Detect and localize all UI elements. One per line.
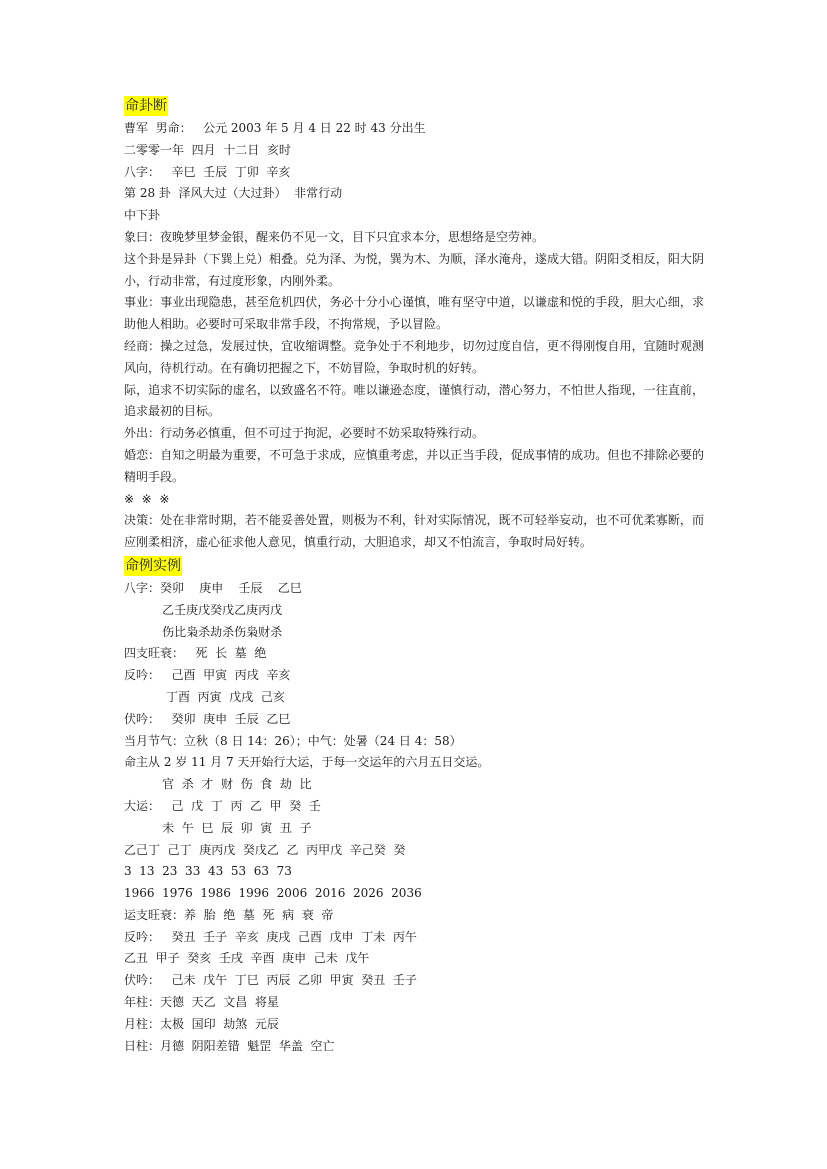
text-line: 反吟： 癸丑 壬子 辛亥 庚戌 己酉 戊申 丁未 丙午 <box>124 929 417 944</box>
text-line: 中下卦 <box>124 208 161 223</box>
text-line: 运支旺衰：养 胎 绝 墓 死 病 衰 帝 <box>124 907 334 922</box>
text-line: 反吟： 己酉 甲寅 丙戌 辛亥 <box>124 668 291 683</box>
paragraph: 象曰：夜晚梦里梦金银，醒来仍不见一文，目下只宜求本分，思想络是空劳神。 <box>124 229 545 244</box>
text-line: 命主从 2 岁 11 月 7 天开始行大运，于每一交运年的六月五日交运。 <box>124 755 490 770</box>
paragraph: 际，追求不切实际的虚名，以致盛名不符。唯以谦逊态度，谨慎行动，潜心努力，不怕世人指现，一往直前，追求最初的目标。 <box>124 382 704 419</box>
separator-marks: ※ ※ ※ <box>124 491 170 506</box>
text-line: 伏吟： 癸卯 庚申 壬辰 乙巳 <box>124 711 291 726</box>
text-line: 大运： 己 戊 丁 丙 乙 甲 癸 壬 <box>124 798 321 813</box>
text-line: 伤比枭杀劫杀伤枭财杀 <box>124 624 283 639</box>
text-line: 日柱：月德 阴阳差错 魁罡 华盖 空亡 <box>124 1038 335 1053</box>
text-line: 曹军 男命： 公元 2003 年 5 月 4 日 22 时 43 分出生 <box>124 121 426 135</box>
text-line: 未 午 巳 辰 卯 寅 丑 子 <box>124 820 312 835</box>
text-line: 八字：癸卯 庚申 壬辰 乙巳 <box>124 580 302 595</box>
text-line: 当月节气：立秋（8 日 14：26）；中气：处暑（24 日 4：58） <box>124 733 462 748</box>
text-line: 四支旺衰： 死 长 墓 绝 <box>124 646 267 661</box>
text-line: 3 13 23 33 43 53 63 73 <box>124 864 292 879</box>
text-line: 八字： 辛巳 壬辰 丁卯 辛亥 <box>124 164 291 179</box>
paragraph: 决策：处在非常时期，若不能妥善处置，则极为不利，针对实际情况，既不可轻举妄动，也不可优柔寡断，而应刚柔相济，虚心征求他人意见，慎重行动，大胆追求，却又不怕流言，争取时局好转。 <box>124 513 704 550</box>
text-line: 月柱：太极 国印 劫煞 元辰 <box>124 1016 279 1031</box>
text-line: 丁酉 丙寅 戊戌 己亥 <box>124 689 285 704</box>
paragraph: 经商：操之过急，发展过快，宜收缩调整。竞争处于不利地步，切勿过度自信，更不得刚愎自用，宜随时观测风向，待机行动。在有确切把握之下，不妨冒险，争取时机的好转。 <box>124 338 704 375</box>
text-line: 乙己丁 己丁 庚丙戊 癸戊乙 乙 丙甲戊 辛己癸 癸 <box>124 842 406 857</box>
paragraph: 外出：行动务必慎重，但不可过于拘泥，必要时不妨采取特殊行动。 <box>124 426 485 441</box>
section-heading-mingguaduan: 命卦断 <box>125 98 167 114</box>
text-line: 1966 1976 1986 1996 2006 2016 2026 2036 <box>124 886 422 901</box>
paragraph: 这个卦是异卦（下巽上兑）相叠。兑为泽、为悦，巽为木、为顺，泽水淹舟，遂成大错。阴阳爻相反，阳大阴小，行动非常，有过度形象，内刚外柔。 <box>124 251 704 288</box>
text-line: 年柱：天德 天乙 文昌 将星 <box>124 995 279 1010</box>
section-heading-row <box>124 96 704 118</box>
text-line: 伏吟： 己未 戊午 丁巳 丙辰 乙卯 甲寅 癸丑 壬子 <box>124 973 417 988</box>
document-page <box>124 96 704 1057</box>
text-line: 官 杀 才 财 伤 食 劫 比 <box>124 777 312 792</box>
text-line: 第 28 卦 泽风大过（大过卦） 非常行动 <box>124 186 343 201</box>
text-line: 乙壬庚戊癸戊乙庚丙戊 <box>124 602 283 617</box>
section-heading-mingli-shili: 命例实例 <box>125 557 181 574</box>
text-line: 二零零一年 四月 十二日 亥时 <box>124 142 291 157</box>
paragraph: 婚恋：自知之明最为重要，不可急于求成，应慎重考虑，并以正当手段，促成事情的成功。但也不排除必要的精明手段。 <box>124 447 704 484</box>
paragraph: 事业：事业出现隐患，甚至危机四伏，务必十分小心谨慎，唯有坚守中道，以谦虚和悦的手段，胆大心细，求助他人相助。必要时可采取非常手段，不拘常规，予以冒险。 <box>124 295 704 332</box>
text-line: 乙丑 甲子 癸亥 壬戌 辛酉 庚申 己未 戊午 <box>124 951 370 966</box>
section-heading-row <box>124 556 704 578</box>
